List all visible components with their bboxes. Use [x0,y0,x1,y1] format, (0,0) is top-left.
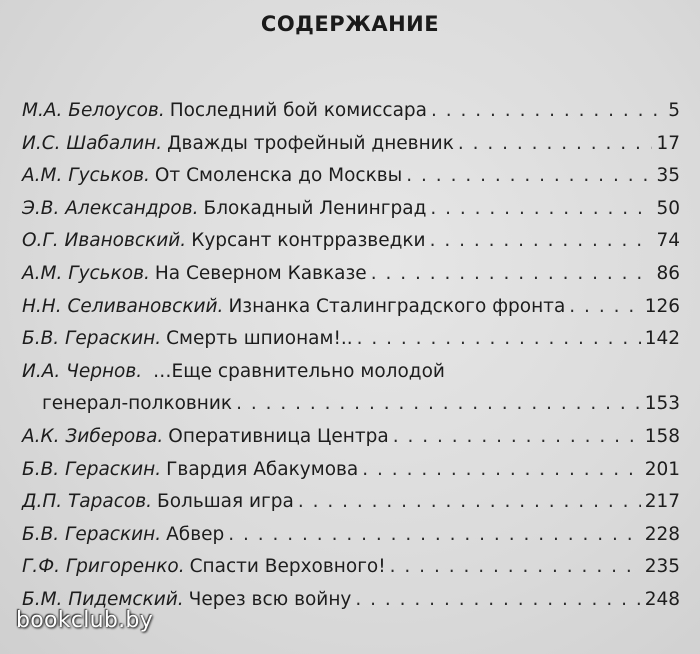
table-of-contents [22,95,680,617]
entry-page: 74 [656,230,680,252]
entry-page: 248 [644,588,680,610]
entry-author: И.А. Чернов. [22,360,143,382]
entry-author: А.М. Гуськов. [22,165,150,187]
entry-author: Э.В. Александров. [22,197,199,219]
page-title: СОДЕРЖАНИЕ [260,12,440,36]
entry-author: Г.Ф. Григоренко. [22,556,185,578]
entry-author: А.К. Зиберова. [22,425,164,447]
toc-entry [22,95,680,128]
toc-entry [22,193,680,226]
toc-entry [22,258,680,291]
entry-title: Курсант контрразведки [191,230,426,252]
entry-title-continued: генерал-полковник [42,393,233,415]
dot-leader [355,584,640,617]
dot-leader [390,551,641,584]
entry-author: И.С. Шабалин. [22,132,163,154]
entry-title: …Еще сравнительно молодой [153,360,445,382]
dot-leader [431,95,664,128]
entry-title: Блокадный Ленинград [203,197,427,219]
toc-entry [22,128,680,161]
entry-author: Б.В. Гераскин. [22,523,162,545]
toc-entry [22,225,680,258]
toc-entry [22,421,680,454]
entry-page: 86 [656,262,680,284]
toc-entry [22,486,680,519]
entry-page: 5 [668,100,680,121]
entry-title: Дважды трофейный дневник [167,132,454,154]
entry-author: Б.В. Гераскин. [22,458,162,480]
entry-page: 35 [656,165,680,187]
dot-leader [298,486,641,519]
watermark: bookclub.by [16,608,154,633]
entry-title: Изнанка Сталинградского фронта [228,295,566,317]
entry-author: Б.В. Гераскин. [22,328,162,350]
entry-author: Б.М. Пидемский. [22,588,184,610]
entry-title: Через всю войну [188,588,352,610]
dot-leader [228,519,640,552]
entry-title: На Северном Кавказе [154,262,367,284]
entry-title: Гвардия Абакумова [166,458,359,480]
entry-title: От Смоленска до Москвы [154,165,403,187]
dot-leader [406,160,652,193]
entry-page: 17 [656,132,680,154]
entry-page: 217 [644,491,680,513]
entry-title: Смерть шпионам!.. [166,328,353,350]
dot-leader [236,388,641,421]
dot-leader [430,225,653,258]
toc-entry [22,454,680,487]
entry-title: Большая игра [157,491,294,513]
entry-title: Спасти Верховного! [189,556,386,578]
toc-entry [22,551,680,584]
dot-leader [357,323,641,356]
toc-entry [22,160,680,193]
entry-page: 50 [656,197,680,219]
entry-page: 158 [644,425,680,447]
dot-leader [393,421,641,454]
dot-leader [362,454,640,487]
dot-leader [371,258,653,291]
toc-entry [22,356,680,421]
entry-page: 142 [644,328,680,350]
toc-entry [22,323,680,356]
entry-title: Оперативница Центра [168,425,389,447]
entry-page: 126 [644,295,680,317]
entry-author: М.А. Белоусов. [22,100,165,121]
entry-page: 153 [644,393,680,415]
entry-title: Абвер [166,523,225,545]
entry-page: 201 [644,458,680,480]
dot-leader [430,193,652,226]
entry-title: Последний бой комиссара [169,100,427,121]
entry-author: Н.Н. Селивановский. [22,295,224,317]
entry-author: А.М. Гуськов. [22,262,150,284]
toc-entry [22,519,680,552]
entry-author: О.Г. Ивановский. [22,230,187,252]
dot-leader [569,291,640,324]
entry-author: Д.П. Тарасов. [22,491,152,513]
entry-page: 228 [644,523,680,545]
dot-leader [458,128,653,161]
entry-page: 235 [644,556,680,578]
toc-entry [22,291,680,324]
